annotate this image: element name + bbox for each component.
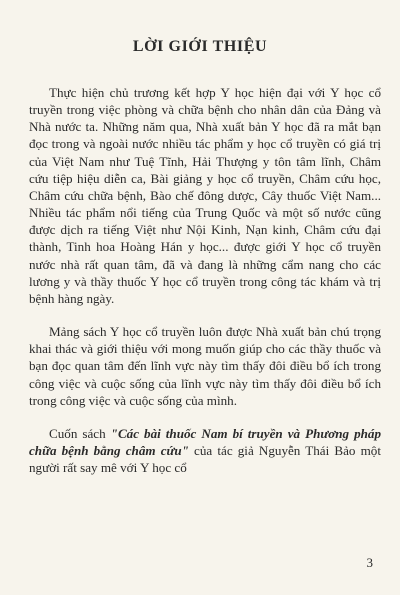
body-text bbox=[29, 84, 381, 476]
paragraph-3 bbox=[29, 425, 381, 476]
paragraph-2: Mảng sách Y học cổ truyền luôn được Nhà xuất bản chú trọng khai thác và giới thiệu với mong muốn giúp cho các thầy thuốc và bạn đọc quan tâm đến lĩnh vực này tìm thấy đôi điều bổ ích trong công việc và cuộc sống của lĩnh vực này tìm thấy đôi điều bổ ích trong công việc và cuộc sống của mình. bbox=[29, 324, 381, 408]
page-title: LỜI GIỚI THIỆU bbox=[132, 38, 268, 55]
paragraph-1: Thực hiện chủ trương kết hợp Y học hiện đại với Y học cổ truyền trong việc phòng và chữa bệnh cho nhân dân của Đảng và Nhà nước ta. Những năm qua, Nhà xuất bản Y học đã ra mắt bạn đọc trong và ngoài nước nhiều tác phẩm y học cổ truyền có giá trị của Việt Nam như Tuệ Tĩnh, Hải Thượng y tôn tâm lĩnh, Châm cứu tiệp hiệu diễn ca, Bài giảng y học cổ truyền, Châm cứu học, Châm cứu chữa bệnh, Bào chế đông dược, Cây thuốc Việt Nam... Nhiều tác phẩm nổi tiếng của Trung Quốc và một số nước cũng được dịch ra tiếng Việt như Nội Kinh, Nạn kinh, Châm cứu đại thành, Tinh hoa Hoàng Hán y học... được giới Y học cổ truyền nước nhà rất quan tâm, đã và đang là những cẩm nang cho các lương y và thầy thuốc Y học cổ truyền trong công tác khám và trị bệnh hàng ngày. bbox=[29, 85, 381, 306]
page-number: 3 bbox=[366, 555, 373, 570]
book-title: "Các bài thuốc Nam bí truyền và Phương pháp chữa bệnh bằng châm cứu" bbox=[29, 425, 381, 458]
paragraph-3-intro: Cuốn sách bbox=[49, 425, 111, 441]
paragraph-3-continuation: của tác giả Nguyễn Thái Bảo một người rất say mê với Y học cổ bbox=[29, 442, 381, 476]
